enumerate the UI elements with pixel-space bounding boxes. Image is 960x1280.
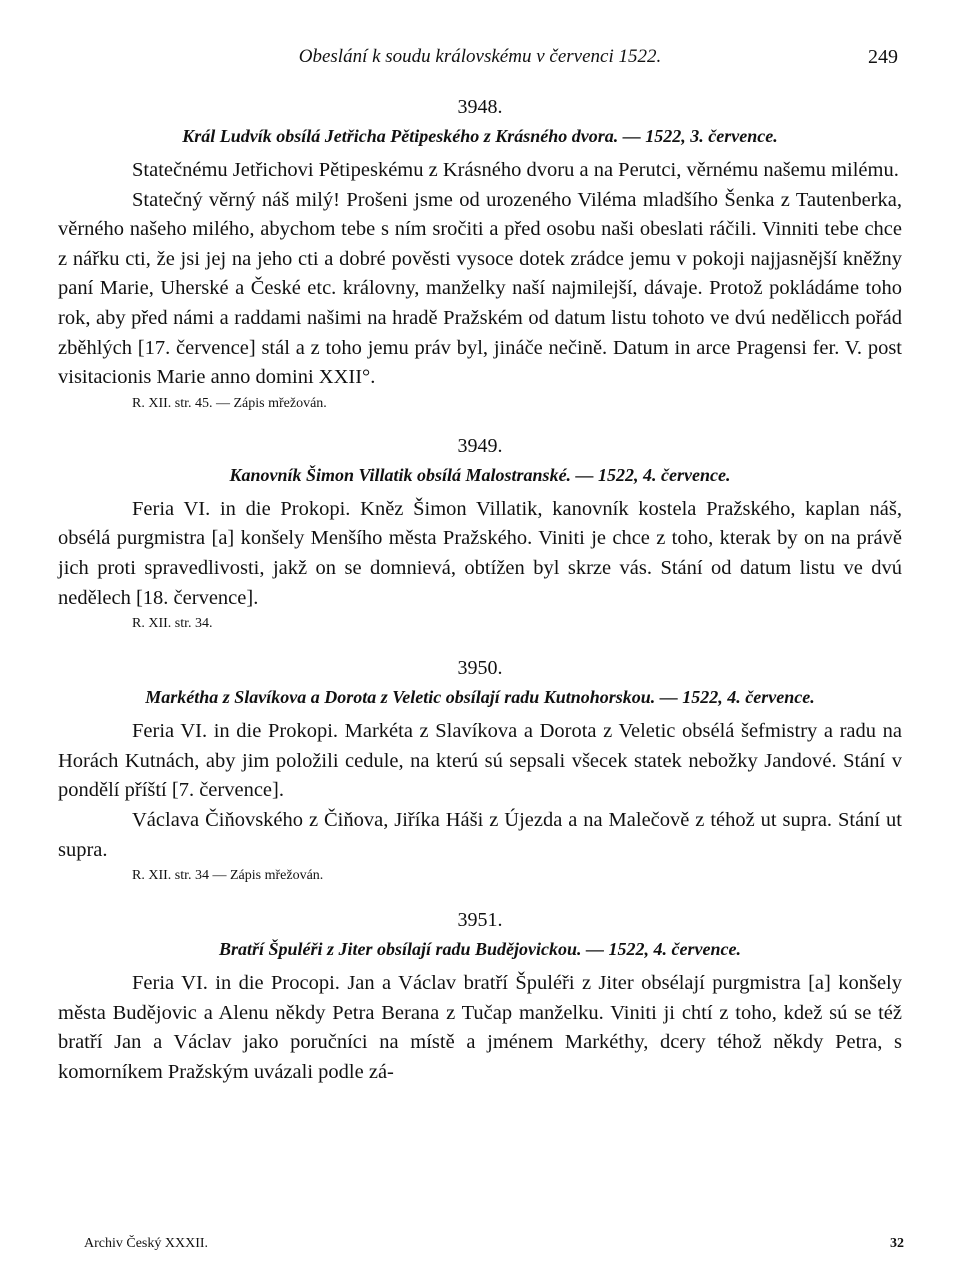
- entry-paragraph: Václava Čiňovského z Čiňova, Jiříka Háši z Újezda a na Malečově z téhož ut supra. Stání ut supra.: [58, 808, 902, 861]
- entry-paragraph: Feria VI. in die Prokopi. Markéta z Slavíkova a Dorota z Veletic obsélá šefmistry a radu na Horách Kutnách, aby jim položili cedule, na kterú sú sepsali všecek statek nebožky Jandové. Stání v pondělí příští [7. července].: [58, 720, 902, 802]
- entry-paragraph: Statečnému Jetřichovi Pětipeskému z Krásného dvoru a na Perutci, věrnému našemu milému.: [132, 159, 899, 181]
- document-body: [58, 92, 902, 1087]
- entry-paragraph: Statečný věrný náš milý! Prošeni jsme od urozeného Viléma mladšího Šenka z Tautenberka, věrného našeho milého, abychom tebe s ním sročiti a před osobu naši obeslati ráčili. Vinniti tebe chce z nářku cti, že jsi jej na jeho cti a dobré pověsti vysoce dotek zrádce jemu v pokoji najjasnější kněžny paní Marie, Uherské a České etc. královny, manželky naší najmilejší, dávaje. Protož pokládáme toho rok, aby před námi a raddami našimi na hradě Pražském od datum listu tohoto ve dvú nedělicch pořád zběhlých [17. července] stál a z toho jemu práv byl, jináče nečině. Datum in arce Pragensi fer. V. post visitacionis Marie anno domini XXII°.: [58, 188, 902, 389]
- entry-heading: Markétha z Slavíkova a Dorota z Veletic obsílají radu Kutnohorskou. — 1522, 4. července.: [145, 687, 815, 708]
- entry-3948: [58, 92, 902, 415]
- entry-3951: [58, 905, 902, 1087]
- entry-number: 3950.: [457, 657, 503, 680]
- entry-number: 3951.: [457, 909, 503, 932]
- page-number: 249: [868, 46, 898, 68]
- sheet-signature: 32: [890, 1236, 904, 1251]
- entry-heading: Bratří Špuléři z Jiter obsílají radu Budějovickou. — 1522, 4. července.: [218, 939, 741, 960]
- volume-signature: Archiv Český XXXII.: [84, 1236, 209, 1251]
- entry-3950: [58, 653, 902, 887]
- entry-heading: Král Ludvík obsílá Jetřicha Pětipeského z Krásného dvora. — 1522, 3. července.: [182, 126, 778, 146]
- entry-heading: Kanovník Šimon Villatik obsílá Malostranské. — 1522, 4. července.: [229, 464, 731, 485]
- archive-reference: R. XII. str. 34 — Zápis mřežován.: [132, 868, 324, 884]
- running-head: [60, 46, 900, 76]
- entry-paragraph: Feria VI. in die Procopi. Jan a Václav bratří Špuléři z Jiter obsélají purgmistra [a] konšely města Budějovic a Alenu někdy Petra Berana z Tučap manželku. Viniti ji chtí z toho, kdež sú se též bratří Jan a Václav jako poručníci na místě a jménem Markéthy, dcery téhož někdy Petra, s komorníkem Pražským uvázali podle zá-: [58, 972, 902, 1083]
- archive-reference: R. XII. str. 45. — Zápis mřežován.: [132, 395, 327, 411]
- running-title: Obeslání k soudu královskému v červenci 1522.: [298, 46, 662, 67]
- entry-paragraph: Feria VI. in die Prokopi. Kněz Šimon Villatik, kanovník kostela Pražského, kaplan náš, obsélá purgmistra [a] konšely Menšího města Pražského. Viniti je chce z toho, kterak by on na právě jich proti spravedlivosti, jakž on se domnievá, obtížen byl skrze vás. Stání od datum listu ve dvú nedělech [18. července].: [58, 497, 902, 609]
- page-footer: [84, 1236, 904, 1260]
- entry-3949: [58, 431, 902, 635]
- entry-number: 3948.: [457, 96, 503, 118]
- entry-number: 3949.: [457, 434, 503, 457]
- archive-reference: R. XII. str. 34.: [132, 616, 213, 632]
